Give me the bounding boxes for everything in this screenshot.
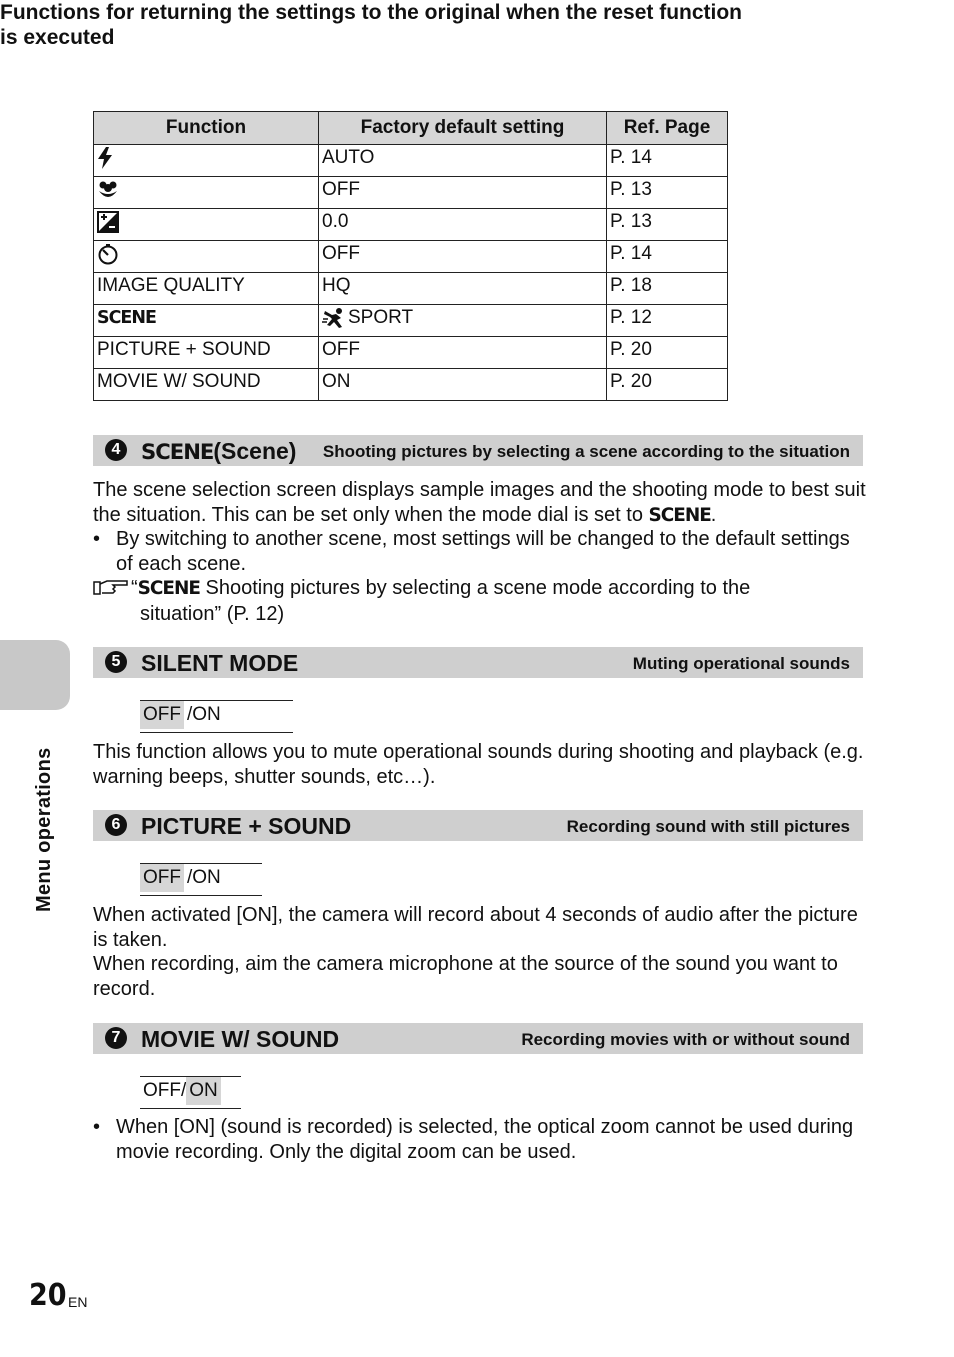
cell-function: MOVIE W/ SOUND <box>94 369 319 401</box>
section-subtitle: Recording sound with still pictures <box>566 817 850 836</box>
section-title: PICTURE + SOUND <box>141 813 352 839</box>
cell-function <box>94 209 319 241</box>
reset-defaults-table <box>93 111 728 401</box>
page-number: 20 <box>29 1278 67 1313</box>
scene-bullet: • By switching to another scene, most settings will be changed to the default settings of each scene. <box>93 528 850 575</box>
side-tab <box>0 640 70 710</box>
silent-mode-options <box>140 700 293 733</box>
picture-sound-description-1: When activated [ON], the camera will record about 4 seconds of audio after the picture is taken. <box>93 904 858 951</box>
cell-function: IMAGE QUALITY <box>94 273 319 305</box>
option-off: OFF/ <box>143 1080 187 1101</box>
scene-mode-label: SCENE <box>97 308 156 328</box>
silent-mode-description: This function allows you to mute operational sounds during shooting and playback (e.g. warning beeps, shutter sounds, etc…). <box>93 741 864 788</box>
col-header-default: Factory default setting <box>319 112 607 145</box>
macro-flower-icon <box>97 179 119 201</box>
cell-default: OFF <box>319 177 607 209</box>
table-row <box>94 305 728 337</box>
section-number: 7 <box>105 1027 127 1049</box>
section-number: 4 <box>105 439 127 461</box>
scene-reference: “SCENE Shooting pictures by selecting a scene mode according to the situation” (P. 12) <box>93 576 868 626</box>
section-number: 5 <box>105 651 127 673</box>
option-on: /ON <box>187 704 221 725</box>
section-bar-picture-sound <box>93 810 863 841</box>
scene-description: The scene selection screen displays sample images and the shooting mode to best suit the situation. This can be set only when the mode dial is set to SCENE. <box>93 479 866 526</box>
section-bar-scene <box>93 435 863 466</box>
cell-default <box>319 305 607 337</box>
section-subtitle: Recording movies with or without sound <box>521 1030 850 1049</box>
section-bar-movie-sound <box>93 1023 863 1054</box>
cell-default: 0.0 <box>319 209 607 241</box>
col-header-function: Function <box>94 112 319 145</box>
section-number: 6 <box>105 814 127 836</box>
section-title: SILENT MODE <box>141 650 299 676</box>
cell-ref: P. 20 <box>607 337 728 369</box>
side-tab-label: Menu operations <box>33 747 55 912</box>
cell-function <box>94 145 319 177</box>
cell-default: ON <box>319 369 607 401</box>
cell-ref: P. 14 <box>607 145 728 177</box>
col-header-ref: Ref. Page <box>607 112 728 145</box>
cell-ref: P. 18 <box>607 273 728 305</box>
cell-default: OFF <box>319 241 607 273</box>
movie-sound-bullet: • When [ON] (sound is recorded) is selected, the optical zoom cannot be used during movie recording. Only the digital zoom can be used. <box>93 1116 854 1163</box>
table-row <box>94 241 728 273</box>
cell-function <box>94 305 319 337</box>
table-row <box>94 369 728 401</box>
section-subtitle: Shooting pictures by selecting a scene according to the situation <box>322 442 850 461</box>
cell-default: OFF <box>319 337 607 369</box>
cell-ref: P. 13 <box>607 177 728 209</box>
table-row <box>94 273 728 305</box>
cell-default: HQ <box>319 273 607 305</box>
table-row <box>94 145 728 177</box>
movie-sound-options <box>140 1076 241 1109</box>
table-header-row <box>94 112 728 145</box>
cell-function: PICTURE + SOUND <box>94 337 319 369</box>
table-row <box>94 177 728 209</box>
page-heading: Functions for returning the settings to the original when the reset function is executed <box>0 1 743 49</box>
section-title: MOVIE W/ SOUND <box>141 1026 340 1052</box>
exposure-compensation-icon <box>97 211 119 233</box>
cell-default: AUTO <box>319 145 607 177</box>
option-off-selected: OFF <box>140 701 184 729</box>
pointing-hand-icon <box>93 577 131 597</box>
flash-icon <box>97 147 113 169</box>
sport-label: SPORT <box>348 307 414 328</box>
section-title: SCENE(Scene) <box>141 438 297 464</box>
page-language: EN <box>68 1294 88 1310</box>
option-on-selected: ON <box>186 1077 221 1105</box>
option-off-selected: OFF <box>140 864 184 892</box>
cell-function <box>94 177 319 209</box>
table-row <box>94 337 728 369</box>
picture-sound-description-2: When recording, aim the camera microphone at the source of the sound you want to record. <box>93 953 838 1000</box>
table-row <box>94 209 728 241</box>
cell-function <box>94 241 319 273</box>
sport-icon <box>322 307 348 329</box>
picture-sound-options <box>140 863 262 896</box>
self-timer-icon <box>97 243 119 265</box>
option-on: /ON <box>187 867 221 888</box>
section-subtitle: Muting operational sounds <box>632 654 850 673</box>
cell-ref: P. 12 <box>607 305 728 337</box>
cell-ref: P. 13 <box>607 209 728 241</box>
cell-ref: P. 20 <box>607 369 728 401</box>
section-bar-silent-mode <box>93 647 863 678</box>
cell-ref: P. 14 <box>607 241 728 273</box>
